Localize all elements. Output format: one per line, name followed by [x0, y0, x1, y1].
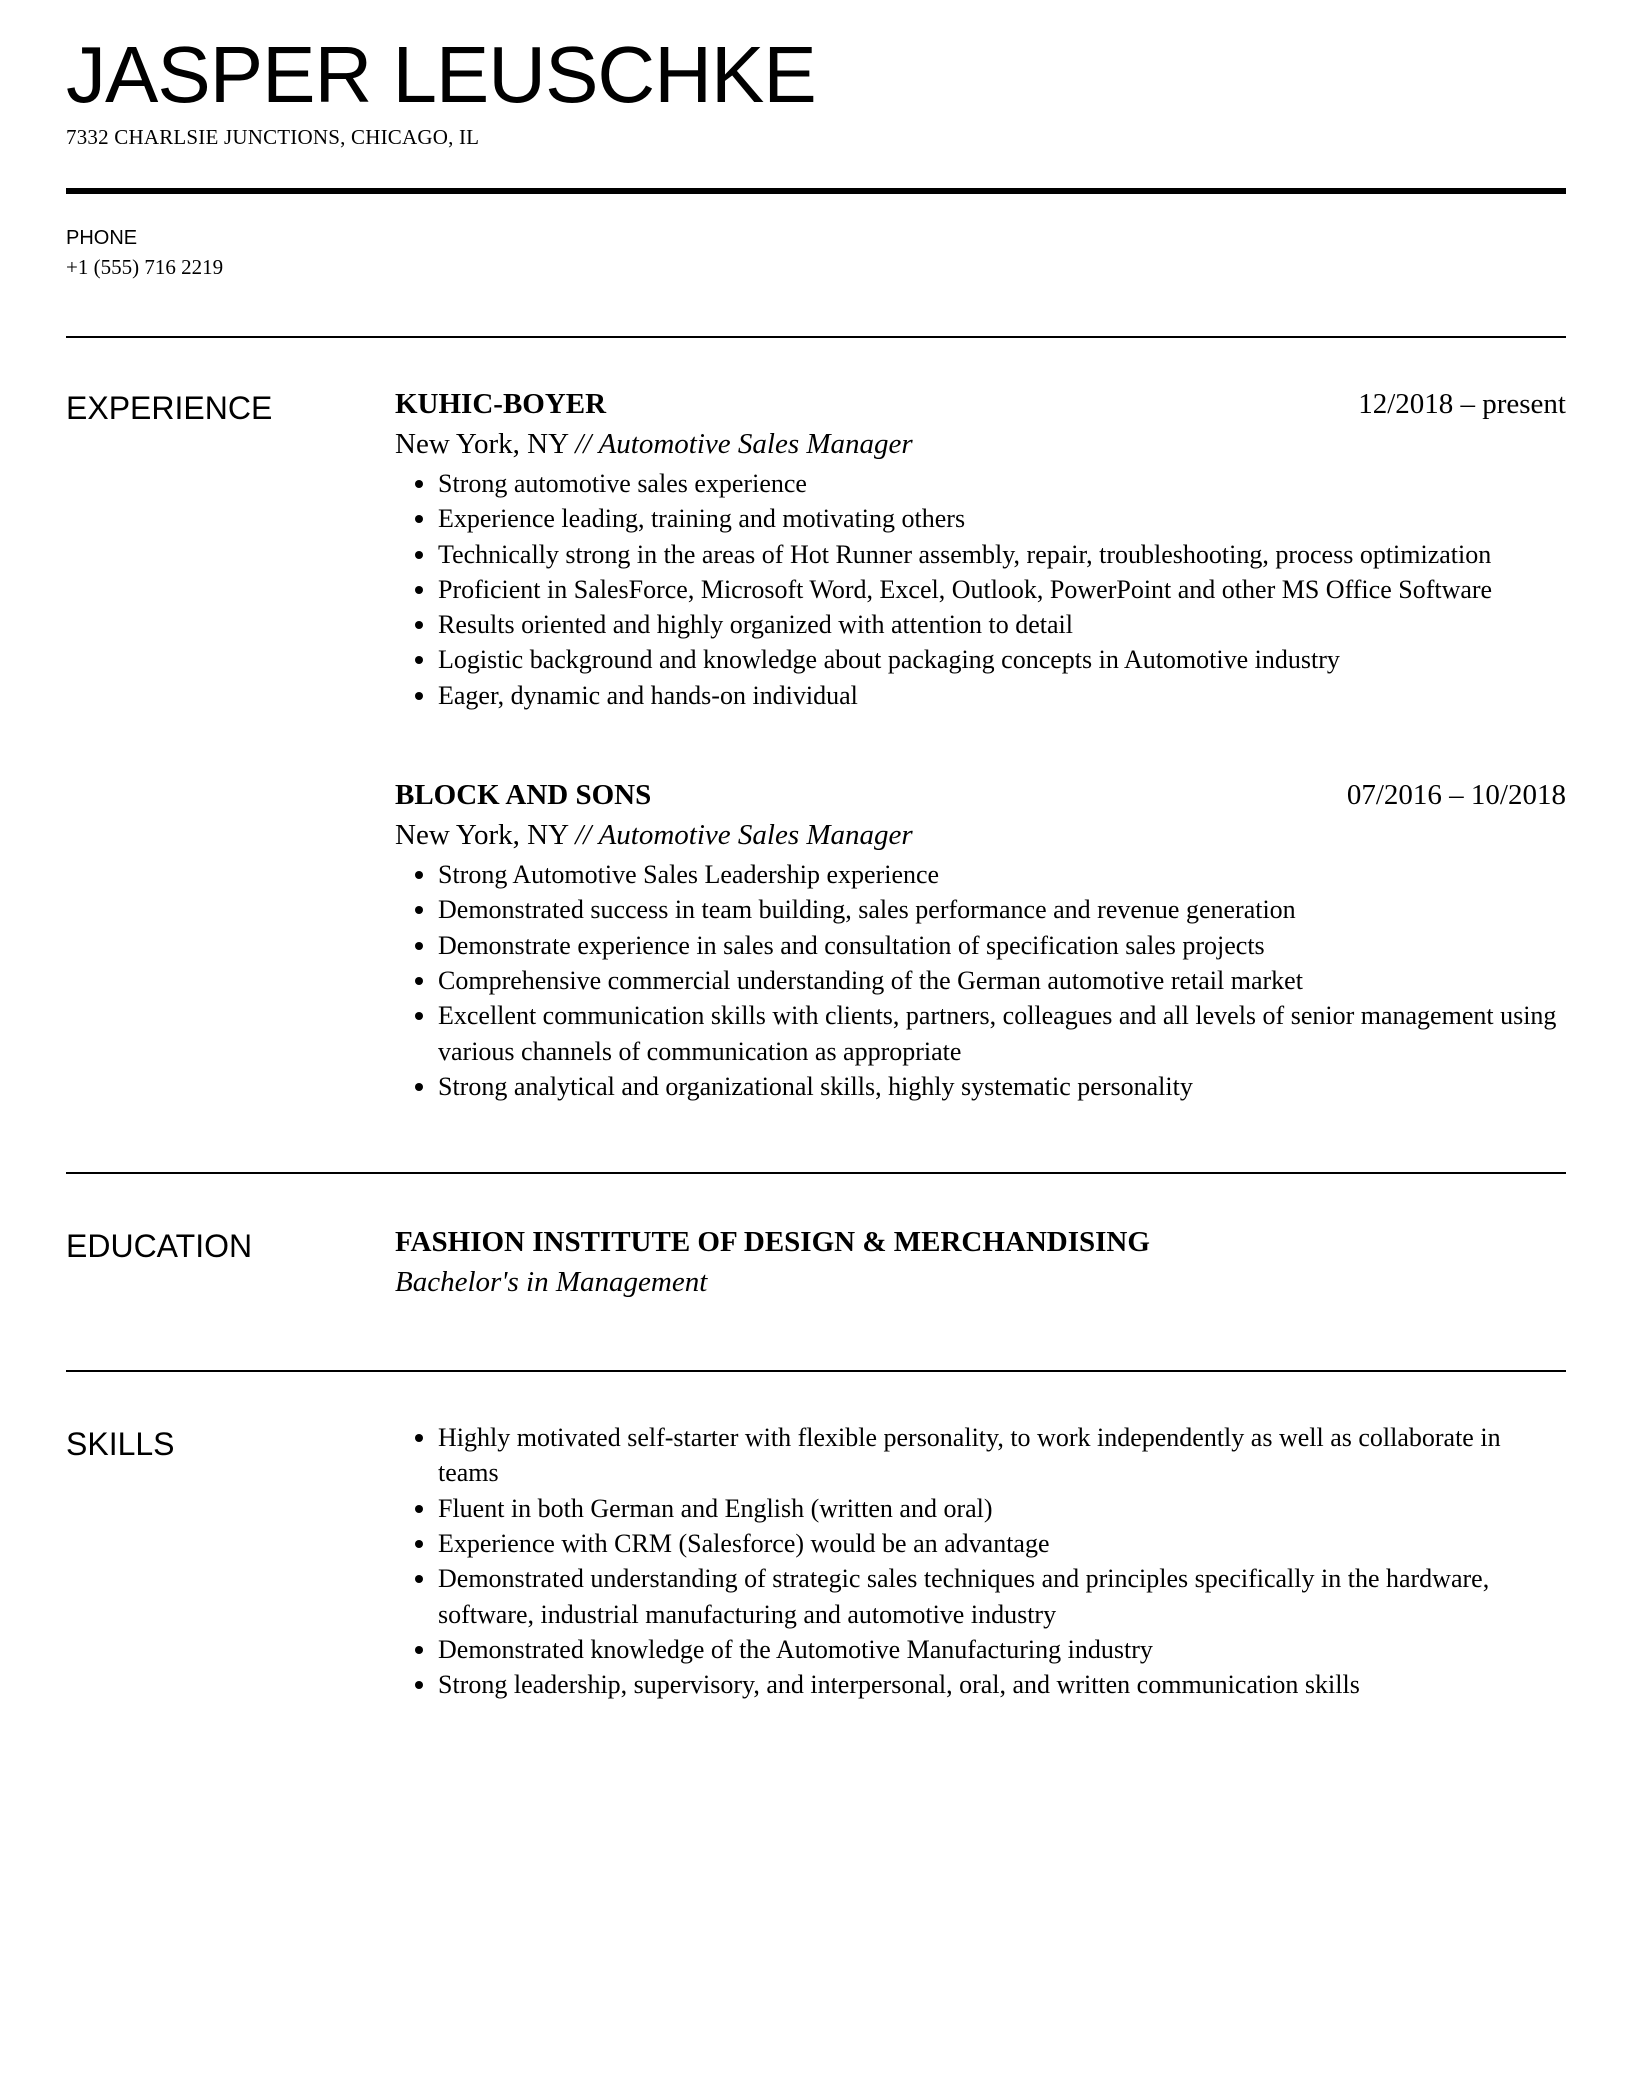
experience-body — [395, 384, 1566, 1104]
list-item: Demonstrated knowledge of the Automotive Manufacturing industry — [395, 1632, 1566, 1667]
skills-list — [395, 1420, 1566, 1702]
list-item: Logistic background and knowledge about packaging concepts in Automotive industry — [395, 642, 1566, 677]
education-section — [66, 1174, 1566, 1302]
phone-label: PHONE — [66, 227, 138, 249]
phone-value: +1 (555) 716 2219 — [66, 255, 224, 279]
job-bullets — [395, 466, 1566, 713]
job-location: New York, NY — [395, 428, 568, 460]
contact-block — [66, 194, 1566, 282]
list-item: Eager, dynamic and hands-on individual — [395, 678, 1566, 713]
experience-title: EXPERIENCE — [66, 390, 273, 426]
list-item: Highly motivated self-starter with flexible personality, to work independently as well as collaborate in teams — [395, 1420, 1566, 1491]
education-degree: Bachelor's in Management — [395, 1266, 708, 1299]
job-entry — [395, 384, 1566, 713]
job-header — [395, 775, 1566, 815]
list-item: Strong automotive sales experience — [395, 466, 1566, 501]
skills-body — [395, 1420, 1566, 1702]
job-subtitle — [395, 424, 1566, 464]
list-item: Experience with CRM (Salesforce) would be an advantage — [395, 1526, 1566, 1561]
job-location: New York, NY — [395, 819, 568, 852]
list-item: Fluent in both German and English (written and oral) — [395, 1491, 1566, 1526]
skills-section — [66, 1372, 1566, 1702]
list-item: Strong leadership, supervisory, and interpersonal, oral, and written communication skills — [395, 1667, 1566, 1702]
job-company: BLOCK AND SONS — [395, 779, 652, 812]
list-item: Strong Automotive Sales Leadership experience — [395, 857, 1566, 892]
job-entry — [395, 775, 1566, 1104]
education-title: EDUCATION — [66, 1228, 253, 1265]
skills-title: SKILLS — [66, 1426, 175, 1463]
list-item: Results oriented and highly organized with attention to detail — [395, 607, 1566, 642]
candidate-address: 7332 CHARLSIE JUNCTIONS, CHICAGO, IL — [66, 125, 480, 149]
job-separator: // — [575, 819, 592, 852]
job-role: Automotive Sales Manager — [598, 428, 913, 460]
job-role: Automotive Sales Manager — [598, 819, 913, 852]
list-item: Proficient in SalesForce, Microsoft Word, Excel, Outlook, PowerPoint and other MS Office Software — [395, 572, 1566, 607]
job-header — [395, 384, 1566, 424]
list-item: Demonstrated success in team building, sales performance and revenue generation — [395, 892, 1566, 927]
candidate-name: JASPER LEUSCHKE — [66, 30, 816, 119]
job-dates: 07/2016 – 10/2018 — [1346, 779, 1566, 812]
list-item: Demonstrated understanding of strategic sales techniques and principles specifically in the hardware, software, industrial manufacturing and automotive industry — [395, 1561, 1566, 1632]
list-item: Technically strong in the areas of Hot Runner assembly, repair, troubleshooting, process optimization — [395, 537, 1566, 572]
job-subtitle — [395, 815, 1566, 855]
list-item: Experience leading, training and motivating others — [395, 501, 1566, 536]
resume-header — [66, 0, 1566, 152]
education-school: FASHION INSTITUTE OF DESIGN & MERCHANDISING — [395, 1226, 1150, 1259]
list-item: Strong analytical and organizational skills, highly systematic personality — [395, 1069, 1566, 1104]
job-dates: 12/2018 – present — [1358, 388, 1566, 420]
experience-section — [66, 338, 1566, 1104]
education-body — [395, 1222, 1566, 1302]
list-item: Demonstrate experience in sales and consultation of specification sales projects — [395, 928, 1566, 963]
job-separator: // — [575, 428, 592, 460]
job-company: KUHIC-BOYER — [395, 388, 607, 420]
list-item: Comprehensive commercial understanding of the German automotive retail market — [395, 963, 1566, 998]
job-bullets — [395, 857, 1566, 1104]
list-item: Excellent communication skills with clients, partners, colleagues and all levels of senior management using various channels of communication as appropriate — [395, 998, 1566, 1069]
